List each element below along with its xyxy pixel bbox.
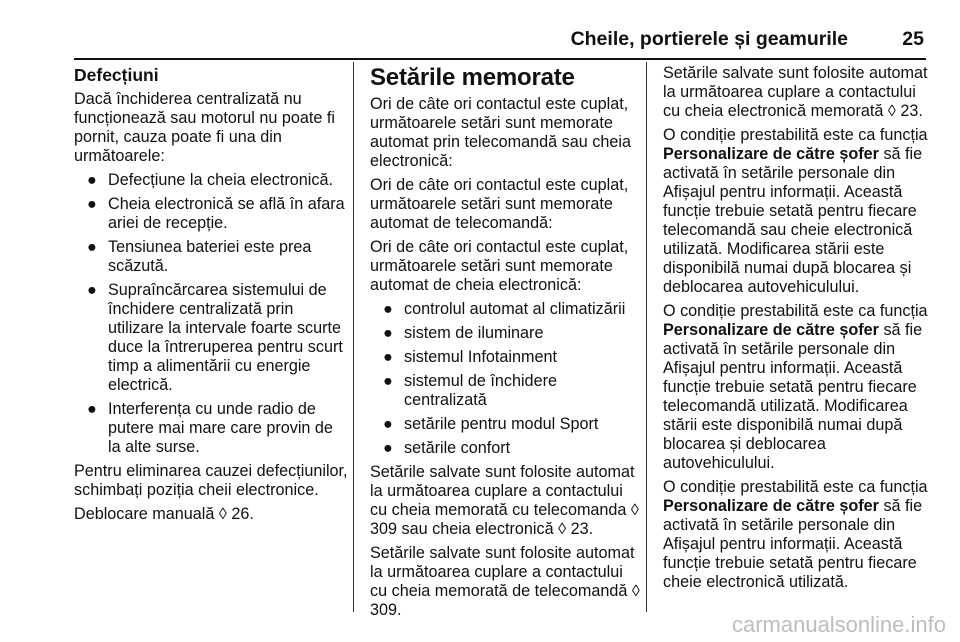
bullet-icon: ● [383, 372, 393, 390]
paragraph-manual-unlock: Deblocare manuală ◊ 26. [74, 505, 254, 523]
paragraph-3: O condiție prestabilită este ca funcția Personalizare de către șofer să fie activată în setările personale din Afișajul pentru informații. Această funcție trebuie setată pentru fiecare telecomandă utilizată. Modificarea stării este disponibilă numai după blocarea și deblocarea autovehiculului. [663, 302, 928, 472]
column-divider-1 [353, 62, 354, 612]
list-item: ● Tensiunea bateriei este prea scăzută. [87, 238, 312, 275]
page-number: 25 [902, 28, 924, 50]
column-3 [663, 64, 929, 597]
list-item: ● Defecțiune la cheia electronică. [87, 171, 333, 189]
bullet-icon: ● [383, 348, 393, 366]
setting-name: Personalizare de către șofer [663, 145, 879, 163]
list-item: ● Interferența cu unde radio de putere mai mare care provin de la alte surse. [87, 400, 333, 456]
defects-bullet-list [74, 171, 348, 457]
paragraph-1: Setările salvate sunt folosite automat la următoarea cuplare a contactului cu cheia electronică memorată ◊ 23. [663, 64, 928, 120]
section-heading-defects: Defecțiuni [74, 65, 159, 85]
paragraph-4: O condiție prestabilită este ca funcția Personalizare de către șofer să fie activată în setările personale din Afișajul pentru informații. Această funcție trebuie setată pentru fiecare cheie electronică utilizată. [663, 478, 928, 591]
paragraph-2: Ori de câte ori contactul este cuplat, următoarele setări sunt memorate automat de telecomandă: [370, 176, 629, 232]
column-2 [370, 64, 642, 625]
column-divider-2 [646, 62, 647, 612]
bullet-icon: ● [87, 171, 97, 189]
watermark: carmanualsonline.info [731, 612, 946, 637]
chapter-title: Cheile, portierele și geamurile [570, 28, 848, 50]
list-item: ● setările confort [383, 439, 511, 457]
list-item: ● sistemul Infotainment [383, 348, 557, 366]
list-item: ● sistem de iluminare [383, 324, 544, 342]
bullet-icon: ● [87, 238, 97, 256]
paragraph-5: Setările salvate sunt folosite automat la următoarea cuplare a contactului cu cheia memorată de telecomandă ◊ 309. [370, 544, 640, 619]
header-rule [74, 58, 926, 60]
paragraph-4: Setările salvate sunt folosite automat la următoarea cuplare a contactului cu cheia memorată cu telecomanda ◊ 309 sau cheia electronică ◊ 23. [370, 463, 639, 538]
bullet-icon: ● [87, 281, 97, 299]
list-item: ● setările pentru modul Sport [383, 415, 599, 433]
list-item: ● controlul automat al climatizării [383, 300, 626, 318]
paragraph-3: Ori de câte ori contactul este cuplat, următoarele setări sunt memorate automat de cheia electronică: [370, 238, 629, 294]
paragraph-intro: Dacă închiderea centralizată nu funcționează sau motorul nu poate fi pornit, cauza poate fi una din următoarele: [74, 90, 335, 165]
settings-bullet-list [370, 300, 642, 458]
bullet-icon: ● [383, 415, 393, 433]
paragraph-1: Ori de câte ori contactul este cuplat, următoarele setări sunt memorate automat prin telecomandă sau cheia electronică: [370, 95, 631, 170]
section-heading-memorised-settings: Setările memorate [370, 64, 575, 91]
list-item: ● Supraîncărcarea sistemului de închidere centralizată prin utilizare la intervale foarte scurte duce la întreruperea pentru scurt timp a alimentării cu energie electrică. [87, 281, 343, 394]
bullet-icon: ● [383, 300, 393, 318]
bullet-icon: ● [87, 195, 97, 213]
column-1 [74, 64, 348, 529]
setting-name: Personalizare de către șofer [663, 497, 879, 515]
setting-name: Personalizare de către șofer [663, 321, 879, 339]
list-item: ● sistemul de închidere centralizată [383, 372, 557, 409]
paragraph-2: O condiție prestabilită este ca funcția Personalizare de către șofer să fie activată în setările personale din Afișajul pentru informații. Această funcție trebuie setată pentru fiecare telecomandă sau cheie electronică utilizată. Modificarea stării este disponibilă numai după blocarea și deblocarea autovehiculului. [663, 126, 928, 296]
bullet-icon: ● [383, 439, 393, 457]
list-item: ● Cheia electronică se află în afara ariei de recepție. [87, 195, 345, 232]
page-header [0, 0, 960, 58]
bullet-icon: ● [383, 324, 393, 342]
bullet-icon: ● [87, 400, 97, 418]
paragraph-remedy: Pentru eliminarea cauzei defecțiunilor, schimbați poziția cheii electronice. [74, 462, 348, 499]
